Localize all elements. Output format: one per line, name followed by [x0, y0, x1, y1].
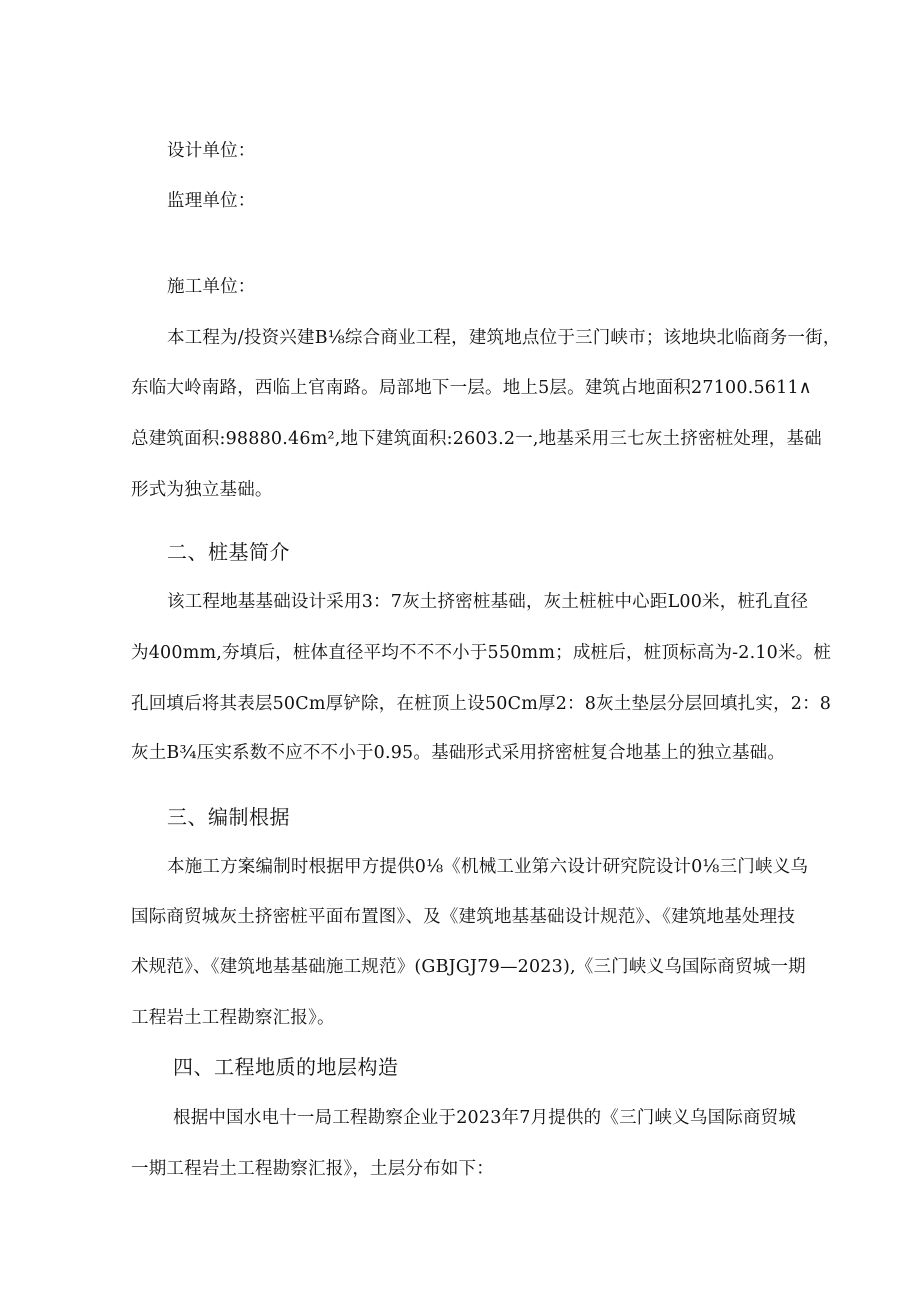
construction-unit-label: 施工单位： [167, 277, 256, 297]
geology-line: 一期工程岩土工程勘察汇报》，土层分布如下： [131, 1159, 494, 1179]
basis-line: 国际商贸城灰土挤密桩平面布置图》、及《建筑地基基础设计规范》、《建筑地基处理技 [131, 907, 796, 927]
pile-line: 该工程地基基础设计采用3：7灰土挤密桩基础，灰土桩桩中心距L00米，桩孔直径 [167, 592, 809, 612]
basis-line: 术规范》、《建筑地基基础施工规范》(GBJGJ79—2023),《三门峡义乌国际商贸城一期 [131, 957, 806, 977]
basis-line: 本施工方案编制时根据甲方提供0⅛《机械工业第六设计研究院设计0⅛三门峡义乌 [167, 857, 809, 877]
section-heading-basis: 三、编制根据 [167, 805, 290, 829]
pile-line: 灰土B¾压实系数不应不不小于0.95。基础形式采用挤密桩复合地基上的独立基础。 [131, 743, 786, 763]
section-heading-geology: 四、工程地质的地层构造 [173, 1055, 399, 1079]
pile-line: 孔回填后将其表层50Cm厚铲除，在桩顶上设50Cm厚2：8灰土垫层分层回填扎实，2：8 [131, 694, 832, 714]
basis-line: 工程岩土工程勘察汇报》。 [131, 1008, 335, 1028]
overview-line: 东临大岭南路，西临上官南路。局部地下一层。地上5层。建筑占地面积27100.5611∧ [131, 378, 812, 398]
design-unit-label: 设计单位： [167, 141, 256, 161]
pile-line: 为400mm,夯填后，桩体直径平均不不不小于550mm；成桩后，桩顶标高为-2.10米。桩 [131, 643, 832, 663]
geology-line: 根据中国水电十一局工程勘察企业于2023年7月提供的《三门峡义乌国际商贸城 [173, 1108, 797, 1128]
overview-line: 形式为独立基础。 [131, 480, 273, 500]
overview-line: 总建筑面积:98880.46m²,地下建筑面积:2603.2一,地基采用三七灰土挤密桩处理，基础 [131, 429, 822, 449]
supervision-unit-label: 监理单位： [167, 191, 256, 211]
section-heading-pile-foundation: 二、桩基简介 [167, 540, 290, 564]
overview-line: 本工程为/投资兴建B⅛综合商业工程，建筑地点位于三门峡市；该地块北临商务一街， [167, 328, 841, 348]
